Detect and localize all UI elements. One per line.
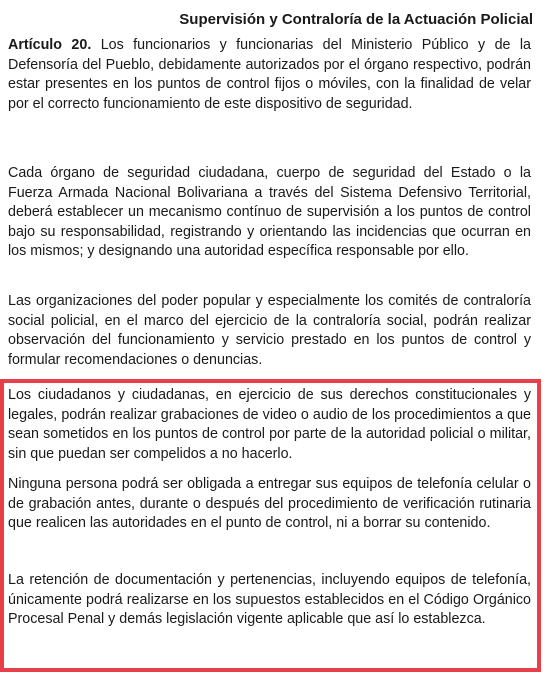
paragraph-device-protection: Ninguna persona podrá ser obligada a entregar sus equipos de telefonía celular o de grabación antes, durante o después del procedimiento de verificación rutinaria que realicen las autoridades en el punto de control, ni a borrar su contenido. [8,476,531,531]
paragraph-supervision-mechanism: Cada órgano de seguridad ciudadana, cuerpo de seguridad del Estado o la Fuerza Armada Nacional Bolivariana a través del Sistema Defensivo Territorial, deberá establecer un mecanismo contínuo de supervisión a los puntos de control bajo su responsabilidad, registrando y orientando las incidencias que ocurran en los mismos; y designando una autoridad específica responsable por ello. [8,165,531,259]
article-label: Artículo 20. [8,37,92,53]
paragraph-retention-rules: La retención de documentación y pertenencias, incluyendo equipos de telefonía, únicamente podrá realizarse en los supuestos establecidos en el Código Orgánico Procesal Penal y demás legislación vigente aplicable que así lo establezca. [8,572,531,627]
section-heading: Supervisión y Contraloría de la Actuación Policial [179,11,533,28]
paragraph-popular-power-organizations: Las organizaciones del poder popular y especialmente los comités de contraloría social policial, en el marco del ejercicio de la contraloría social, podrán realizar observación del funcionamiento y servicio prestado en los puntos de control y formular recomendaciones o denuncias. [8,293,531,368]
paragraph-article-20 [8,36,531,114]
paragraph-recording-rights: Los ciudadanos y ciudadanas, en ejercicio de sus derechos constitucionales y legales, podrán realizar grabaciones de video o audio de los procedimientos a que sean sometidos en los puntos de control por parte de la autoridad policial o militar, sin que puedan ser compelidos a no hacerlo. [8,387,531,462]
paragraph-article-20-text: Los funcionarios y funcionarias del Ministerio Público y de la Defensoría del Pueblo, debidamente autorizados por el órgano respectivo, podrán estar presentes en los puntos de control fijos o móviles, con la finalidad de velar por el correcto funcionamiento de este dispositivo de seguridad. [8,37,531,112]
